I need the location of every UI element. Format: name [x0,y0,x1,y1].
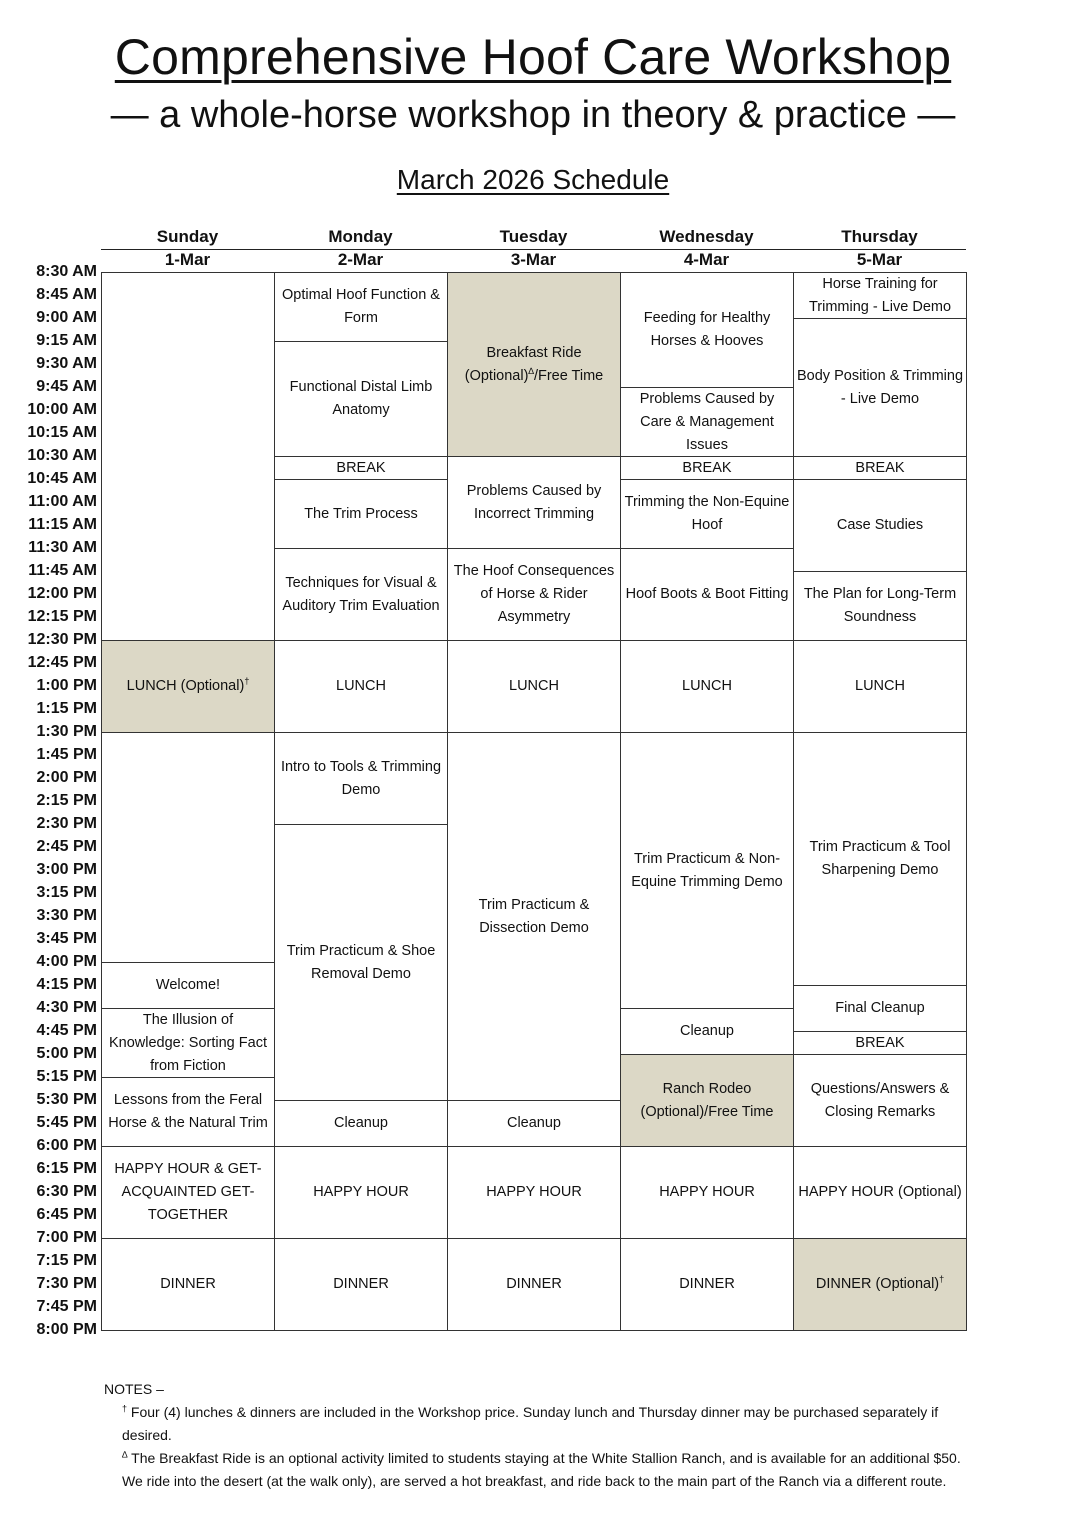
date-header: 4-Mar [683,250,730,269]
session-cell [447,1238,621,1331]
time-label: 7:15 PM [36,1252,97,1269]
time-label: 6:45 PM [36,1206,97,1223]
session-title: Trim Practicum & Tool Sharpening Demo [809,839,951,878]
time-label: 3:15 PM [36,884,97,901]
session-label [797,1078,963,1124]
session-title: The Illusion of Knowledge: Sorting Fact from Fiction [109,1011,267,1074]
session-label [506,1273,562,1296]
session-label [797,836,963,882]
session-cell [793,985,967,1032]
time-label: 9:00 AM [36,309,97,326]
session-cell [274,1146,448,1239]
session-cell [793,732,967,986]
session-cell [101,1077,275,1147]
note-text: Four (4) lunches & dinners are included in the Workshop price. Sunday lunch and Thursday dinner may be purchased separately if desired. [122,1404,939,1443]
note-mark: † [122,1403,128,1414]
session-title: The Plan for Long-Term Soundness [803,586,957,625]
day-header: Wednesday [659,227,754,246]
notes-section [104,1378,964,1493]
session-title: Trim Practicum & Shoe Removal Demo [286,942,436,982]
session-label [278,572,444,618]
session-label [797,365,963,411]
session-title: Lessons from the Feral Horse & the Natural Trim [108,1092,268,1131]
session-label [278,284,444,330]
time-label: 7:00 PM [36,1229,97,1246]
session-cell [793,571,967,641]
session-label [451,894,617,940]
session-label [313,1181,409,1204]
session-cell [274,548,448,641]
session-cell [620,456,794,480]
session-title: Ranch Rodeo (Optional)/Free Time [640,1080,774,1120]
session-cell [793,1031,967,1055]
session-title: Problems Caused by Incorrect Trimming [466,482,602,522]
day-header: Monday [328,227,393,246]
session-title: DINNER [506,1276,562,1292]
time-label: 2:00 PM [36,769,97,786]
session-cell [793,1054,967,1147]
session-cell [793,272,967,319]
date-header: 3-Mar [510,250,557,269]
session-label [278,756,444,802]
session-cell [620,640,794,733]
time-label: 10:15 AM [27,424,97,441]
session-cell [793,1238,967,1331]
session-cell [101,1008,275,1078]
session-title: DINNER [679,1276,735,1292]
session-label [624,388,790,457]
session-cell [620,387,794,457]
session-cell [101,1146,275,1239]
session-label [105,1158,271,1227]
time-label: 9:45 AM [36,378,97,395]
session-cell [274,456,448,480]
session-label [797,273,963,319]
session-title: LUNCH [336,678,386,694]
session-title: BREAK [682,459,732,476]
time-label: 10:30 AM [27,447,97,464]
session-label [334,1112,388,1135]
time-label: 8:45 AM [36,286,97,303]
note-item [104,1447,964,1493]
time-label: 11:45 AM [28,562,97,579]
time-label: 3:30 PM [36,907,97,924]
session-title: Trim Practicum & Dissection Demo [478,896,590,936]
time-label: 4:15 PM [36,976,97,993]
session-label [127,675,250,698]
footnote-mark: † [939,1274,945,1285]
session-label [679,1273,735,1296]
session-label [509,675,559,698]
time-label: 2:15 PM [36,792,97,809]
session-label [624,848,790,894]
session-cell [620,1008,794,1055]
session-title: DINNER (Optional) [815,1276,940,1292]
session-title: Optimal Hoof Function & Form [282,287,440,326]
session-title: Final Cleanup [835,1000,925,1016]
session-cell [793,456,967,480]
session-title: Trimming the Non-Equine Hoof [624,494,790,533]
session-title: Questions/Answers & Closing Remarks [810,1080,950,1120]
session-label [855,675,905,698]
empty-cell [101,272,275,641]
session-title: LUNCH [855,678,905,694]
note-mark: ∆ [122,1449,128,1460]
day-header: Sunday [156,227,219,246]
session-cell [447,548,621,641]
time-label: 1:30 PM [36,723,97,740]
time-label: 5:15 PM [36,1068,97,1085]
date-header: 2-Mar [337,250,384,269]
session-title: HAPPY HOUR & GET-ACQUAINTED GET-TOGETHER [114,1161,262,1223]
session-title: Functional Distal Limb Anatomy [289,379,433,418]
session-label [835,997,924,1020]
day-header: Tuesday [499,227,568,246]
session-label [816,1273,944,1296]
session-cell [620,548,794,641]
time-label: 1:45 PM [36,746,97,763]
session-label [626,583,789,606]
session-cell [101,1238,275,1331]
day-header: Thursday [841,227,918,246]
session-label [682,457,731,480]
session-cell [620,732,794,1009]
session-title: Breakfast Ride (Optional) [464,344,582,384]
session-cell [274,1238,448,1331]
session-label [105,1089,271,1135]
page-title: Comprehensive Hoof Care Workshop [114,29,952,85]
session-label [304,503,418,526]
date-header: 1-Mar [164,250,211,269]
session-title: BREAK [336,459,386,476]
session-label [624,1078,790,1124]
session-label [855,1032,904,1055]
session-cell [274,732,448,825]
time-label: 12:15 PM [27,608,97,625]
session-label [798,1181,961,1204]
time-label: 2:45 PM [36,838,97,855]
session-cell [274,1100,448,1147]
time-label: 8:30 AM [36,263,97,280]
time-label: 5:45 PM [36,1114,97,1131]
time-label: 7:30 PM [36,1275,97,1292]
time-label: 8:00 PM [36,1321,97,1338]
session-title: Feeding for Healthy Horses & Hooves [643,310,771,349]
session-title: Cleanup [506,1115,561,1131]
session-cell [793,640,967,733]
time-label: 9:30 AM [36,355,97,372]
session-title: HAPPY HOUR [313,1184,409,1200]
session-cell [447,456,621,549]
session-cell [620,272,794,388]
session-cell [101,640,275,733]
session-label [333,1273,389,1296]
time-label: 11:30 AM [28,539,97,556]
session-cell [793,318,967,457]
time-label: 11:15 AM [28,516,97,533]
time-label: 6:15 PM [36,1160,97,1177]
time-label: 5:00 PM [36,1045,97,1062]
session-title: BREAK [855,459,905,476]
session-label [797,583,963,629]
empty-cell [101,732,275,963]
session-title: HAPPY HOUR (Optional) [798,1184,962,1200]
session-label [336,457,385,480]
session-cell [620,1238,794,1331]
session-title: LUNCH (Optional) [126,678,245,694]
session-label [278,940,444,986]
session-cell [447,272,621,457]
time-label: 12:00 PM [27,585,97,602]
session-title: The Trim Process [304,505,418,522]
session-label [680,1020,734,1043]
session-label [105,1009,271,1078]
session-cell [274,824,448,1101]
footnote-mark: ∆ [528,365,534,376]
time-label: 4:30 PM [36,999,97,1016]
time-label: 3:00 PM [36,861,97,878]
time-label: 1:15 PM [36,700,97,717]
session-cell [793,479,967,572]
session-cell [447,732,621,1101]
session-title: Hoof Boots & Boot Fitting [625,586,789,602]
time-label: 6:30 PM [36,1183,97,1200]
time-label: 10:00 AM [27,401,97,418]
session-title: The Hoof Consequences of Horse & Rider Asymmetry [453,563,615,625]
time-label: 12:45 PM [27,654,97,671]
session-label [451,560,617,629]
time-label: 11:00 AM [28,493,97,510]
time-label: 2:30 PM [36,815,97,832]
session-title: DINNER [160,1276,216,1292]
session-label [451,342,617,388]
session-label [624,307,790,353]
session-cell [620,479,794,549]
session-cell [274,479,448,549]
time-label: 10:45 AM [27,470,97,487]
session-cell [274,341,448,457]
time-label: 3:45 PM [36,930,97,947]
session-cell [793,1146,967,1239]
session-cell [447,1100,621,1147]
date-header: 5-Mar [856,250,903,269]
page-subtitle: — a whole-horse workshop in theory & practice — [110,94,956,136]
session-cell [447,640,621,733]
header-divider [101,249,966,250]
session-cell [620,1054,794,1147]
session-title: LUNCH [682,678,732,694]
session-title: Trim Practicum & Non-Equine Trimming Demo [631,850,783,890]
session-title: Cleanup [679,1023,734,1039]
time-label: 1:00 PM [36,677,97,694]
time-label: 4:45 PM [36,1022,97,1039]
session-label [682,675,732,698]
session-cell [101,962,275,1009]
session-title: Intro to Tools & Trimming Demo [280,758,442,798]
time-label: 6:00 PM [36,1137,97,1154]
session-cell [620,1146,794,1239]
note-text: The Breakfast Ride is an optional activity limited to students staying at the White Stallion Ranch, and is available for an additional $50. We ride into the desert (at the walk only), are served a hot breakfast, and ride back to the main part of the Ranch via a different route. [122,1450,961,1489]
session-label [486,1181,582,1204]
session-label [160,1273,216,1296]
session-label [451,480,617,526]
session-label [507,1112,561,1135]
session-label [278,376,444,422]
schedule-title: March 2026 Schedule [396,164,670,195]
session-title-suffix: /Free Time [533,367,604,384]
time-label: 4:00 PM [36,953,97,970]
session-title: Problems Caused by Care & Management Issues [639,390,775,453]
session-label [855,457,904,480]
session-title: DINNER [333,1276,389,1292]
session-title: Techniques for Visual & Auditory Trim Evaluation [282,574,440,614]
time-label: 12:30 PM [27,631,97,648]
session-label [837,514,923,537]
session-title: Body Position & Trimming - Live Demo [797,367,964,407]
notes-heading: NOTES – [104,1381,164,1397]
time-label: 7:45 PM [36,1298,97,1315]
session-title: LUNCH [509,678,559,694]
session-title: BREAK [855,1034,905,1051]
time-label: 9:15 AM [36,332,97,349]
session-title: Case Studies [836,517,924,533]
session-label [156,974,220,997]
session-cell [274,640,448,733]
footnote-mark: † [244,676,250,687]
session-label [659,1181,755,1204]
note-item [104,1401,964,1447]
session-title: HAPPY HOUR [486,1184,582,1200]
session-label [336,675,386,698]
time-label: 5:30 PM [36,1091,97,1108]
session-title: Cleanup [333,1115,388,1131]
session-cell [447,1146,621,1239]
session-title: Welcome! [155,977,221,993]
session-title: HAPPY HOUR [659,1184,755,1200]
session-cell [274,272,448,342]
session-title: Horse Training for Trimming - Live Demo [808,275,952,315]
session-label [624,491,790,537]
